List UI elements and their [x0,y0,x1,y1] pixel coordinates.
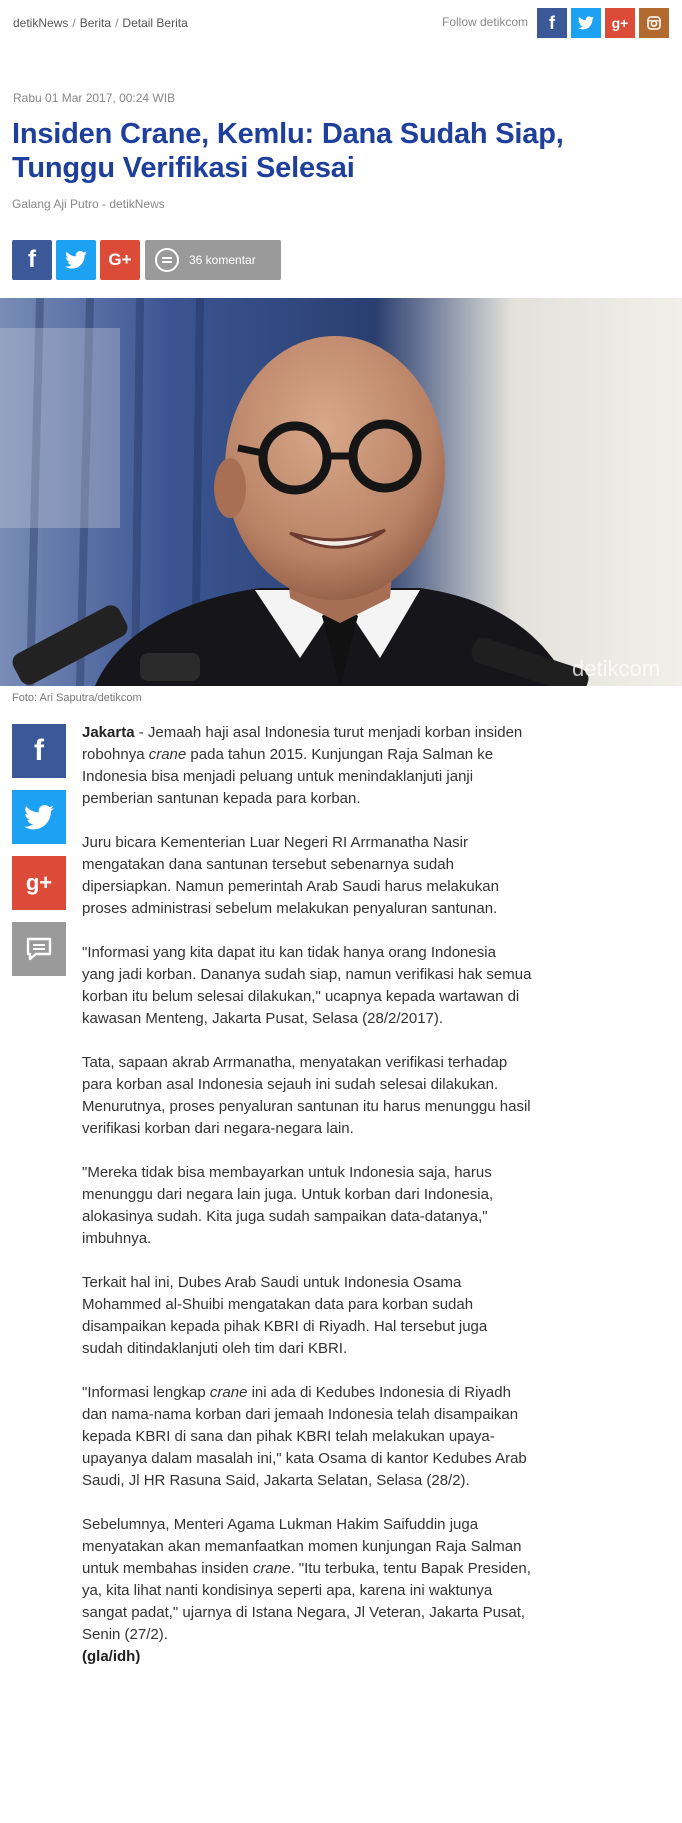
article-title: Insiden Crane, Kemlu: Dana Sudah Siap, Tunggu Verifikasi Selesai [12,118,564,184]
follow-twitter-button[interactable] [571,8,601,38]
author-signature: (gla/idh) [82,1648,141,1665]
breadcrumb-item-detail[interactable]: Detail Berita [122,16,188,30]
dateline: Jakarta [82,724,135,741]
side-share-googleplus-button[interactable] [12,856,66,910]
paragraph: Tata, sapaan akrab Arrmanatha, menyatakan verifikasi terhadap para korban asal Indonesia sejauh ini sudah selesai dilakukan. Menurutnya, proses penyaluran santunan itu harus menunggu hasil verifikasi korban dari negara-negara lain. [82,1054,531,1137]
follow-facebook-button[interactable] [537,8,567,38]
breadcrumb-separator: / [72,16,76,30]
paragraph: Terkait hal ini, Dubes Arab Saudi untuk Indonesia Osama Mohammed al-Shuibi mengatakan data para korban sudah disampaikan kepada pihak KBRI di Riyadh. Hal tersebut juga sudah ditindaklanjuti oleh tim dari KBRI. [82,1274,488,1357]
paragraph: "Informasi lengkap crane ini ada di Kedubes Indonesia di Riyadh dan nama-nama korban dari jemaah Indonesia telah disampaikan kepada KBRI di sana dan pihak KBRI telah melakukan upaya-upayanya dalam masalah ini," kata Osama di kantor Kedubes Arab Saudi, Jl HR Rasuna Said, Jakarta Selatan, Selasa (28/2). [82,1384,527,1489]
follow-googleplus-button[interactable] [605,8,635,38]
side-share-twitter-button[interactable] [12,790,66,844]
share-twitter-button[interactable] [56,240,96,280]
breadcrumb [13,16,188,30]
instagram-icon [647,16,661,30]
article-body [82,722,532,1668]
googleplus-icon: G+ [108,250,132,269]
article-photo [0,298,682,686]
side-share-facebook-button[interactable] [12,724,66,778]
side-comment-button[interactable] [12,922,66,976]
facebook-icon: f [28,246,36,273]
paragraph: Jakarta - Jemaah haji asal Indonesia turut menjadi korban insiden robohnya crane pada tahun 2015. Kunjungan Raja Salman ke Indonesia bisa menjadi peluang untuk menindaklanjuti janji pemberian santunan kepada para korban. [82,724,523,807]
facebook-icon: f [34,734,44,767]
comment-icon [155,248,179,272]
twitter-icon [65,251,87,269]
comment-icon [25,936,53,962]
paragraph: Juru bicara Kementerian Luar Negeri RI Arrmanatha Nasir mengatakan dana santunan tersebut sebenarnya sudah dipersiapkan. Namun pemerintah Arab Saudi harus melakukan proses administrasi sebelum melakukan penyaluran santunan. [82,834,499,917]
comments-button[interactable] [145,240,281,280]
photo-caption: Foto: Ari Saputra/detikcom [12,692,142,704]
paragraph: Sebelumnya, Menteri Agama Lukman Hakim Saifuddin juga menyatakan akan memanfaatkan momen kunjungan Raja Salman untuk membahas insiden crane. "Itu terbuka, tentu Bapak Presiden, ya, kita lihat nanti kondisinya seperti apa, karena ini waktunya sangat padat," ujarnya di Istana Negara, Jl Veteran, Jakarta Pusat, Senin (27/2). [82,1516,531,1643]
share-googleplus-button[interactable] [100,240,140,280]
paragraph: "Informasi yang kita dapat itu kan tidak hanya orang Indonesia yang jadi korban. Dananya sudah siap, namun verifikasi hak semua korban itu belum selesai dilakukan," ucapnya kepada wartawan di kawasan Menteng, Jakarta Pusat, Selasa (28/2/2017). [82,944,532,1027]
facebook-icon: f [549,12,555,33]
breadcrumb-item-berita[interactable]: Berita [79,16,112,30]
follow-label: Follow detikcom [442,15,529,29]
breadcrumb-item-detiknews[interactable]: detikNews [13,16,69,30]
comments-count: 36 komentar [189,253,256,267]
twitter-icon [24,805,54,830]
article-author: Galang Aji Putro - detikNews [12,197,165,211]
article-date: Rabu 01 Mar 2017, 00:24 WIB [13,91,176,105]
share-facebook-button[interactable] [12,240,52,280]
twitter-icon [578,16,594,30]
follow-instagram-button[interactable] [639,8,669,38]
googleplus-icon: g+ [25,870,53,895]
photo-watermark: detikcom [572,656,661,681]
paragraph: "Mereka tidak bisa membayarkan untuk Indonesia saja, harus menunggu dari negara lain juga. Untuk korban dari Indonesia, alokasinya sudah. Kita juga sudah sampaikan data-datanya," imbuhnya. [82,1164,494,1247]
breadcrumb-separator: / [115,16,119,30]
top-bar [0,0,682,46]
googleplus-icon: g+ [611,15,629,31]
